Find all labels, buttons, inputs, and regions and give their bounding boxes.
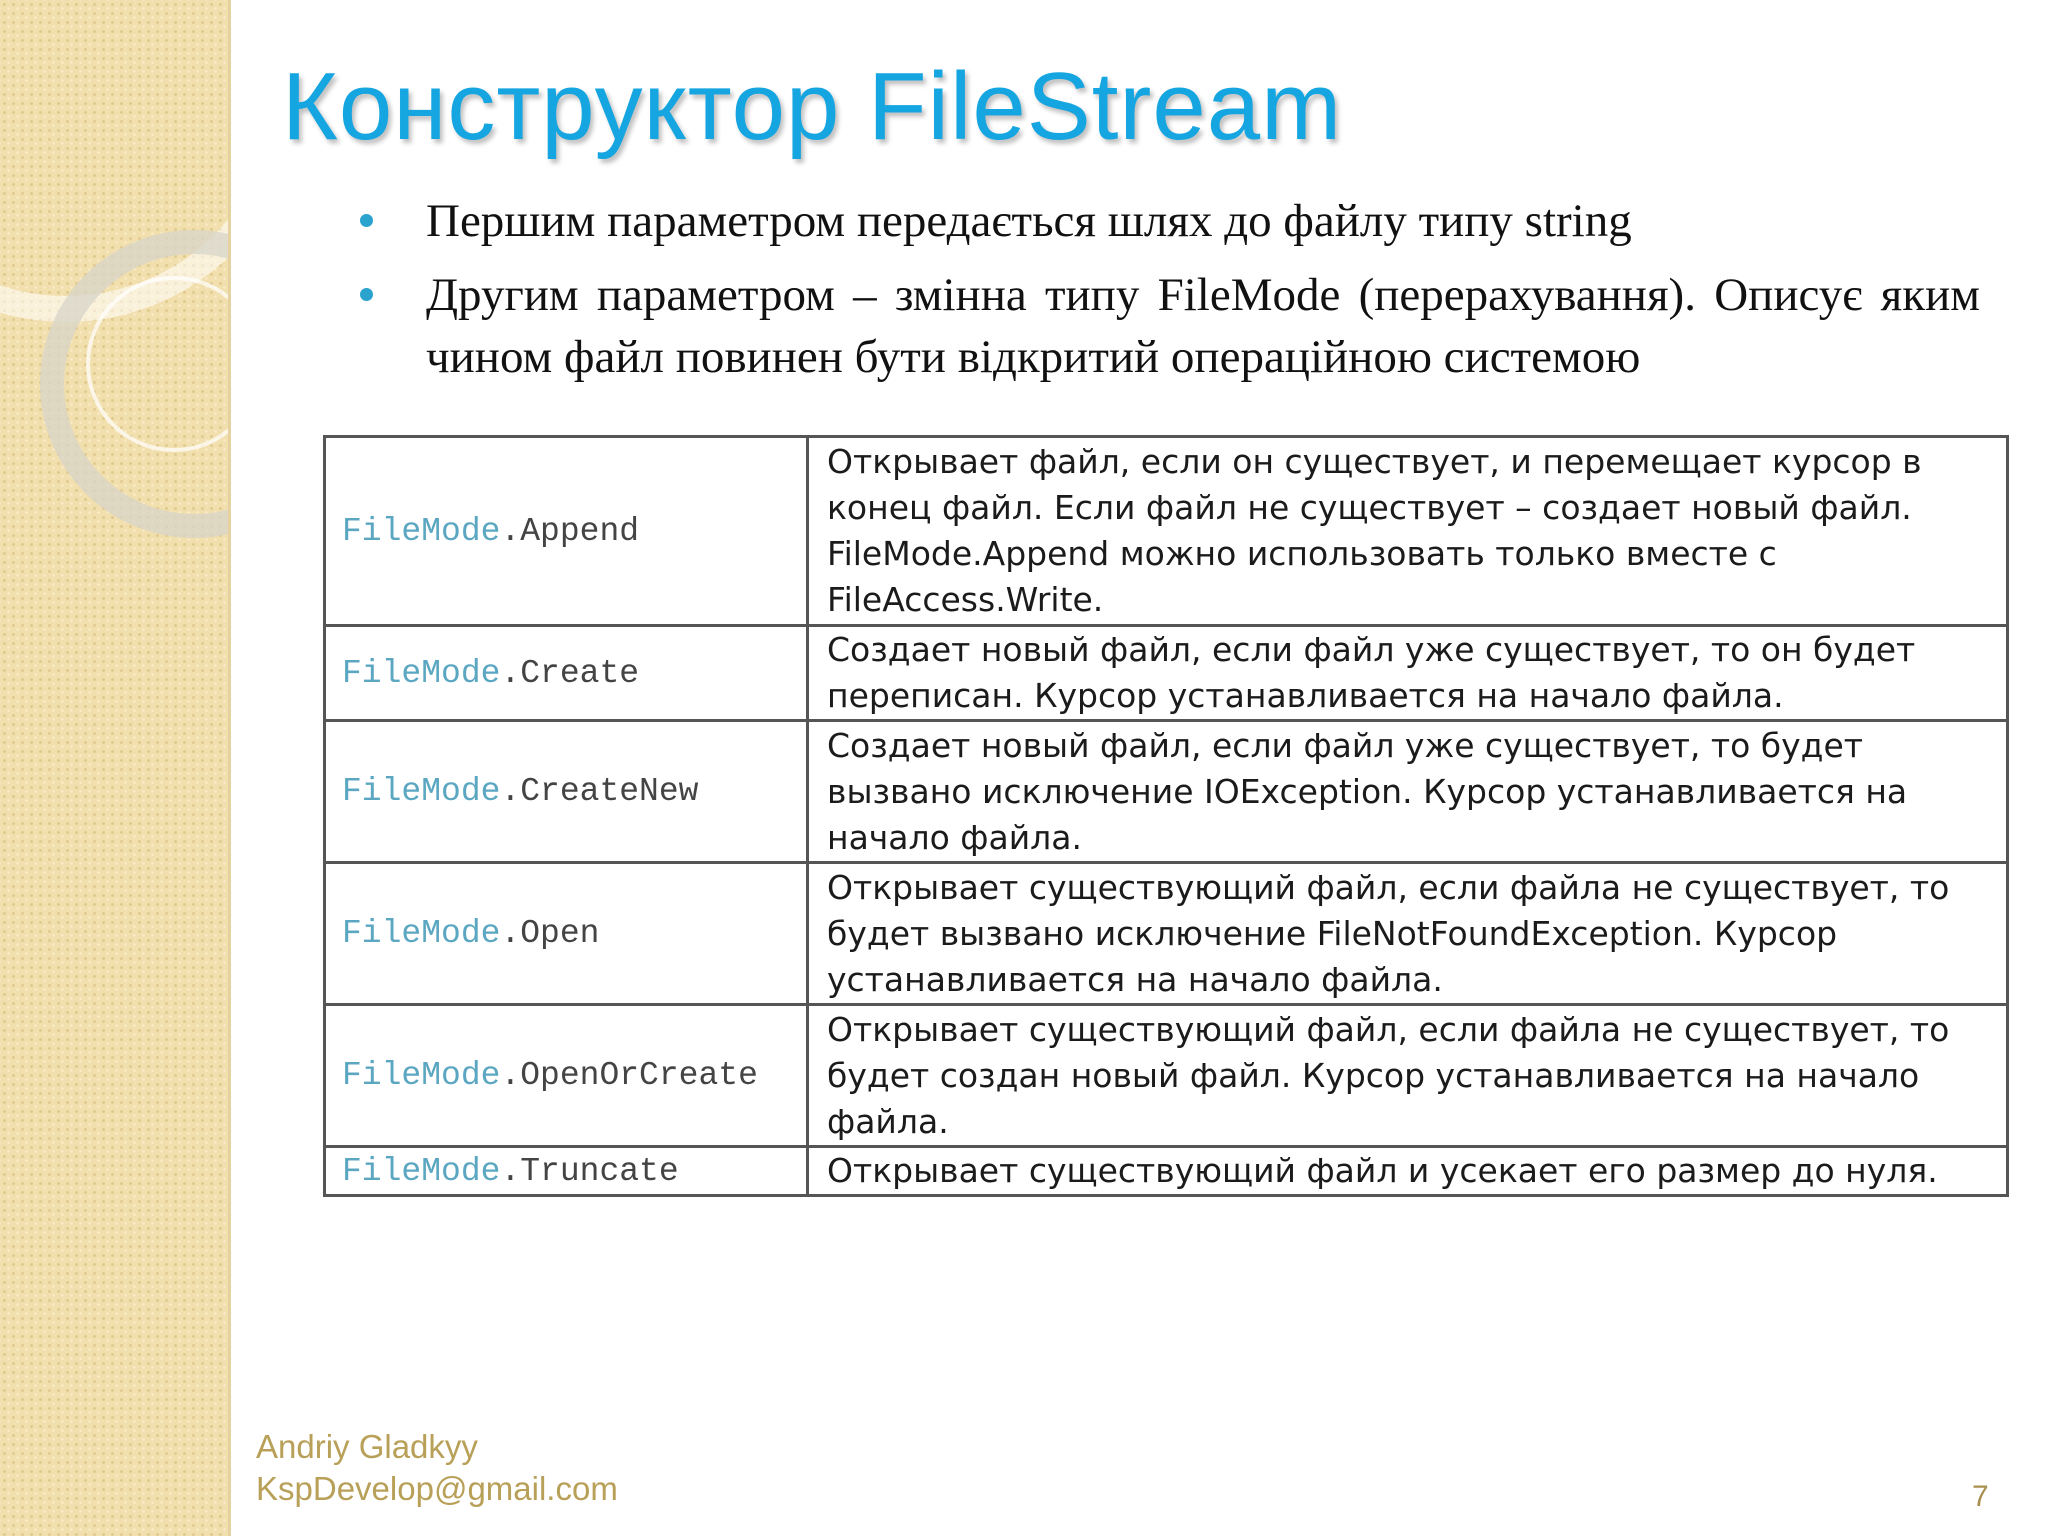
mode-cell bbox=[325, 1147, 808, 1196]
description-cell: Открывает файл, если он существует, и перемещает курсор в конец файл. Если файл не существует – создает новый файл. FileMode.Append можно использовать только вместе с FileAccess.Write. bbox=[808, 437, 2008, 626]
mode-member: .OpenOrCreate bbox=[500, 1057, 758, 1094]
table-row bbox=[325, 1147, 2008, 1196]
footer-author-block bbox=[256, 1426, 618, 1510]
description-cell: Создает новый файл, если файл уже существует, то он будет переписан. Курсор устанавливается на начало файла. bbox=[808, 626, 2008, 721]
bullet-item bbox=[360, 264, 1980, 388]
description-cell: Открывает существующий файл, если файла не существует, то будет вызвано исключение FileNotFoundException. Курсор устанавливается на начало файла. bbox=[808, 863, 2008, 1005]
table-row bbox=[325, 1005, 2008, 1147]
bullet-text: Першим параметром передається шлях до файлу типу string bbox=[426, 195, 1632, 247]
table-row bbox=[325, 626, 2008, 721]
mode-class: FileMode bbox=[342, 1152, 501, 1190]
bullet-dot-icon bbox=[360, 214, 373, 227]
mode-member: .Open bbox=[500, 915, 600, 952]
mode-member: .Create bbox=[500, 654, 640, 692]
description-cell: Открывает существующий файл и усекает его размер до нуля. bbox=[808, 1147, 2008, 1196]
page-number: 7 bbox=[1972, 1480, 1989, 1513]
bullet-text: Другим параметром – змінна типу FileMode (перерахування). Описує яким чином файл повинен бути відкритий операційною системою bbox=[426, 269, 1980, 383]
mode-class: FileMode bbox=[342, 915, 501, 952]
bullet-list bbox=[360, 190, 1980, 400]
side-band-edge bbox=[228, 0, 231, 1536]
mode-cell bbox=[325, 437, 808, 626]
mode-class: FileMode bbox=[342, 1057, 501, 1094]
author-email: KspDevelop@gmail.com bbox=[256, 1470, 618, 1507]
table-row bbox=[325, 863, 2008, 1005]
slide-title: Конструктор FileStream bbox=[282, 53, 1343, 160]
mode-class: FileMode bbox=[342, 512, 501, 550]
mode-cell bbox=[325, 721, 808, 863]
mode-member: .Truncate bbox=[500, 1152, 679, 1190]
mode-cell bbox=[325, 626, 808, 721]
mode-class: FileMode bbox=[342, 773, 501, 810]
mode-cell bbox=[325, 863, 808, 1005]
description-cell: Открывает существующий файл, если файла не существует, то будет создан новый файл. Курсор устанавливается на начало файла. bbox=[808, 1005, 2008, 1147]
bullet-item bbox=[360, 190, 1980, 252]
table-row bbox=[325, 721, 2008, 863]
description-cell: Создает новый файл, если файл уже существует, то будет вызвано исключение IOException. Курсор устанавливается на начало файла. bbox=[808, 721, 2008, 863]
filemode-table bbox=[323, 435, 2009, 1197]
mode-class: FileMode bbox=[342, 654, 501, 692]
decorative-side-band bbox=[0, 0, 228, 1536]
mode-member: .Append bbox=[500, 512, 640, 550]
mode-member: .CreateNew bbox=[500, 773, 699, 810]
author-name: Andriy Gladkyy bbox=[256, 1428, 478, 1465]
bullet-dot-icon bbox=[360, 288, 373, 301]
mode-cell bbox=[325, 1005, 808, 1147]
table-row bbox=[325, 437, 2008, 626]
